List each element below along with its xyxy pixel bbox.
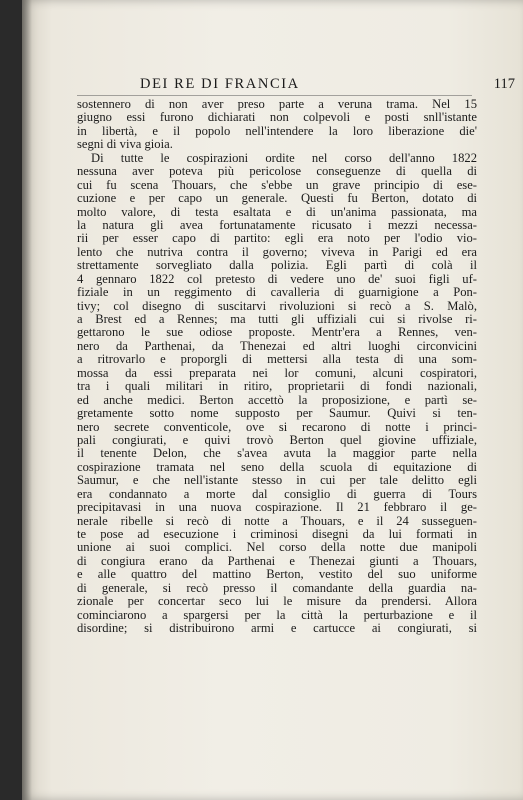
text-line: giugno essi furono dichiarati non colpevoli e posti snll'istante xyxy=(77,110,477,125)
page-number: 117 xyxy=(493,76,515,92)
text-line: fiziale in un reggimento di cavalleria di guarnigione a Pon- xyxy=(77,285,477,300)
text-line: pali congiurati, e quivi trovò Berton quel giovine uffiziale, xyxy=(77,432,477,447)
text-line: nero secrete conventicole, ove si recarono di notte i princi- xyxy=(77,419,477,434)
text-line: cui fu scena Thouars, che s'ebbe un grave principio di ese- xyxy=(77,177,477,192)
text-line: cuzione e per capo un generale. Questi fu Berton, dotato di xyxy=(77,191,477,206)
text-line: di generale, si recò presso il comandante della guardia na- xyxy=(77,580,477,595)
text-line: gettarono le sue odiose proposte. Mentr'era a Rennes, ven- xyxy=(77,325,477,340)
text-line: il tenente Delon, che s'avea avuta la maggior parte nella xyxy=(77,446,477,461)
text-line: zionale per concertar seco lui le misure da prendersi. Allora xyxy=(77,594,477,609)
text-line: sostennero di non aver preso parte a veruna trama. Nel 15 xyxy=(77,97,477,111)
text-line: cospirazione tramata nel seno della scuola di equitazione di xyxy=(77,459,477,474)
text-line: tra i quali militari in ritiro, proprietarii di fondi nazionali, xyxy=(77,379,477,394)
text-line: molto valore, di testa esaltata e di un'anima passionata, ma xyxy=(77,204,477,219)
text-line: 4 gennaro 1822 col pretesto di vedere uno de' suoi figli uf- xyxy=(77,271,477,286)
text-line: cominciarono a spargersi per la città la perturbazione e il xyxy=(77,607,477,622)
text-line: disordine; si distribuirono armi e cartucce ai congiurati, si xyxy=(77,621,477,636)
text-line: mossa da essi preparata nei lor comuni, alcuni cospiratori, xyxy=(77,365,477,380)
text-line: Di tutte le cospirazioni ordite nel corso dell'anno 1822 xyxy=(91,150,477,165)
text-line: nessuna aver poteva più pericolose conseguenze di quella di xyxy=(77,164,477,179)
text-line: di congiura erano da Parthenai e Thenezai giunti a Thouars, xyxy=(77,553,477,568)
text-line: strettamente sorvegliato dalla polizia. Egli partì di colà il xyxy=(77,258,477,273)
text-line: in libertà, e il popolo nell'intendere la loro liberazione die' xyxy=(77,123,477,138)
text-line: a ritrovarlo e proporgli di mettersi alla testa di una som- xyxy=(77,352,477,367)
page-header xyxy=(140,76,515,94)
text-line: te pose ad esecuzione i criminosi disegni da lui formati in xyxy=(77,527,477,541)
text-line: unione ai suoi complici. Nel corso della notte due manipoli xyxy=(77,540,477,555)
text-line: gretamente sotto nome supposto per Saumur. Quivi si ten- xyxy=(77,406,477,421)
text-line: lento che nutriva contra il governo; viveva in Parigi ed era xyxy=(77,244,477,259)
text-line: ed anche medici. Berton accettò la proposizione, e partì se- xyxy=(77,392,477,407)
running-head: DEI RE DI FRANCIA xyxy=(140,76,300,92)
text-line: precipitavasi in una nuova cospirazione. Il 21 febbraro il ge- xyxy=(77,500,477,515)
text-line: e alle quattro del mattino Berton, vestito del suo uniforme xyxy=(77,567,477,582)
text-line: la natura gli avea fortunatamente ricusato i mezzi necessa- xyxy=(77,217,477,232)
text-line: nero da Parthenai, da Thenezai ed altri luoghi circonvicini xyxy=(77,338,477,353)
text-line: tivy; col disegno di suscitarvi rivoluzioni si recò a S. Malò, xyxy=(77,298,477,313)
text-line: era condannato a morte dal consiglio di guerra di Tours xyxy=(77,486,477,501)
text-line: rii per esser capo di partito: egli era noto per l'odio vio- xyxy=(77,231,477,246)
header-rule xyxy=(77,95,472,96)
text-line: a Brest ed a Rennes; ma tutti gli uffiziali cui si rivolse ri- xyxy=(77,312,477,326)
book-page xyxy=(22,0,523,800)
text-line: segni di viva gioia. xyxy=(77,137,173,152)
body-text xyxy=(77,98,477,636)
text-line: Saumur, e che nell'istante stesso in cui per tale delitto egli xyxy=(77,473,477,488)
text-line: nerale ribelle si recò di notte a Thouars, e il 24 susseguen- xyxy=(77,513,477,528)
